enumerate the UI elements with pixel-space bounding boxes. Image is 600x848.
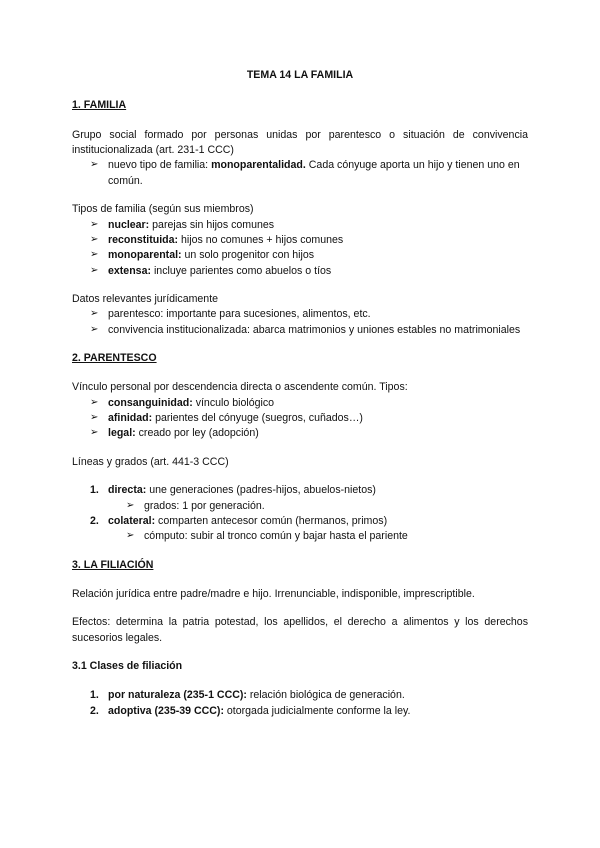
section-heading-filiacion: 3. LA FILIACIÓN — [72, 558, 154, 571]
list-item: ➢ afinidad: parientes del cónyuge (suegros, cuñados…) — [90, 411, 528, 426]
list-item: ➢ nuclear: parejas sin hijos comunes — [90, 218, 528, 233]
list-item: ➢ nuevo tipo de familia: monoparentalidad. Cada cónyuge aporta un hijo y tienen uno en común. — [90, 158, 528, 189]
document-page — [72, 68, 528, 719]
legal-data-intro: Datos relevantes jurídicamente — [72, 292, 219, 305]
family-types-list — [72, 218, 528, 279]
parentesco-intro: Vínculo personal por descendencia directa o ascendente común. Tipos: — [72, 381, 408, 394]
list-item: 1. directa: une generaciones (padres-hijos, abuelos-nietos) ➢ grados: 1 por generación. — [90, 483, 528, 514]
subsection-heading-clases: 3.1 Clases de filiación — [72, 660, 183, 673]
list-item: 1. por naturaleza (235-1 CCC): relación biológica de generación. — [90, 689, 405, 702]
list-item: ➢ grados: 1 por generación. — [126, 499, 528, 514]
lines-list — [72, 483, 528, 544]
list-item: ➢ parentesco: importante para sucesiones, alimentos, etc. — [90, 307, 528, 322]
lines-intro: Líneas y grados (art. 441-3 CCC) — [72, 455, 229, 468]
list-item: 2. adoptiva (235-39 CCC): otorgada judicialmente conforme la ley. — [90, 704, 411, 717]
section-heading-parentesco: 2. PARENTESCO — [72, 352, 157, 365]
familia-definition: Grupo social formado por personas unidas por parentesco o situación de convivencia institucionalizada (art. 231-1 CCC) — [72, 128, 528, 157]
section-heading-familia: 1. FAMILIA — [72, 99, 127, 112]
list-item: ➢ legal: creado por ley (adopción) — [90, 426, 528, 441]
list-item: ➢ convivencia institucionalizada: abarca matrimonios y uniones estables no matrimoniales — [90, 323, 528, 338]
filiacion-classes-list — [72, 688, 528, 719]
filiacion-paragraph-1: Relación jurídica entre padre/madre e hijo. Irrenunciable, indisponible, imprescriptible. — [72, 587, 475, 600]
document-title: TEMA 14 LA FAMILIA — [246, 69, 354, 81]
familia-definition-list — [72, 158, 528, 189]
list-item: ➢ cómputo: subir al tronco común y bajar hasta el pariente — [126, 529, 528, 544]
list-item: ➢ consanguinidad: vínculo biológico — [90, 396, 528, 411]
parentesco-types-list — [72, 396, 528, 442]
list-item: ➢ monoparental: un solo progenitor con hijos — [90, 248, 528, 263]
filiacion-paragraph-2: Efectos: determina la patria potestad, los apellidos, el derecho a alimentos y los derechos sucesorios legales. — [72, 616, 528, 644]
list-item: ➢ extensa: incluye parientes como abuelos o tíos — [90, 264, 528, 279]
list-item: 2. colateral: comparten antecesor común (hermanos, primos) ➢ cómputo: subir al tronco común y bajar hasta el pariente — [90, 514, 528, 545]
legal-data-list — [72, 307, 528, 338]
family-types-intro: Tipos de familia (según sus miembros) — [72, 203, 254, 216]
list-item: ➢ reconstituida: hijos no comunes + hijos comunes — [90, 233, 528, 248]
